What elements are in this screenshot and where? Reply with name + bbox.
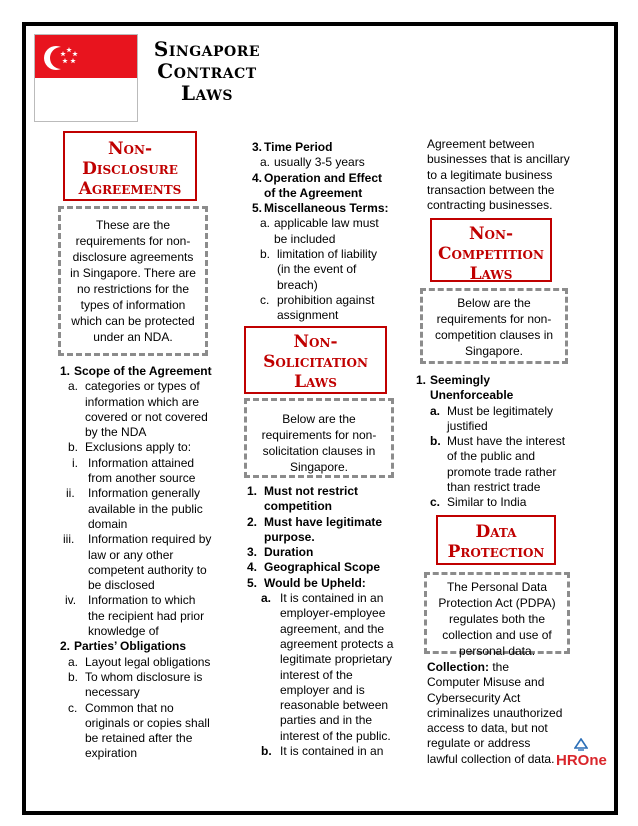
nda-requirements <box>60 364 212 762</box>
list-item: a. categories or types of information which are covered or not covered by the NDA <box>68 379 208 440</box>
list-item: b. It is contained in an <box>261 744 384 759</box>
data-protection-intro-box: The Personal Data Protection Act (PDPA) regulates both the collection and use of personal data. <box>424 572 570 654</box>
non-solicitation-continued: Agreement between businesses that is ancillary to a legitimate business transaction between the contracting businesses. <box>427 137 570 213</box>
list-item: ii. Information generally available in the public domain <box>66 486 203 531</box>
data-protection-collection <box>427 660 563 767</box>
list-item: 3. Duration <box>247 545 314 560</box>
list-item: 4. Geographical Scope <box>247 560 381 575</box>
list-item: b. Must have the interest of the public and promote trade rather than restrict trade <box>430 434 566 495</box>
list-item: a. It is contained in an employer-employee agreement, and the agreement protects a legitimate proprietary interest of the employer and is reasonable between parties and in the interest of the public. <box>261 591 394 743</box>
list-item: 3. Time Period <box>252 140 333 154</box>
non-competition-requirements <box>416 373 568 511</box>
non-competition-intro-box: Below are the requirements for non-competition clauses in Singapore. <box>420 288 568 364</box>
page-title: Singapore Contract Laws <box>153 37 261 105</box>
hrone-logo <box>556 738 606 772</box>
collection-label: Collection: <box>427 660 489 674</box>
crescent-stars-icon <box>39 38 85 78</box>
list-item: 2. Must have legitimate purpose. <box>247 514 383 544</box>
logo-mark-icon <box>574 738 588 752</box>
list-item: b. limitation of liability (in the event of breach) <box>260 247 378 292</box>
list-item: 5. Would be Upheld: <box>247 575 366 590</box>
list-item: 4. Operation and Effect of the Agreement <box>252 170 383 200</box>
list-item: a. Layout legal obligations <box>68 654 211 669</box>
list-item: 2. Parties’ Obligations <box>60 639 187 654</box>
collection-text: the Computer Misuse and Cybersecurity Act criminalizes unauthorized access to data, but not regulate or address lawful collection of data. <box>427 660 563 766</box>
logo-text: HROne <box>556 752 607 769</box>
data-protection-heading: Data Protection <box>436 515 556 565</box>
non-solicitation-intro-box: Below are the requirements for non-solicitation clauses in Singapore. <box>244 398 394 478</box>
list-item: b. Exclusions apply to: <box>68 440 192 455</box>
list-item: c. Common that no originals or copies shall be retained after the expiration <box>68 700 210 761</box>
non-competition-heading: Non-Competition Laws <box>430 218 552 282</box>
list-item: iv. Information to which the recipient had prior knowledge of <box>65 593 205 639</box>
list-item: a. applicable law must be included <box>260 216 379 246</box>
list-item: 1. Scope of the Agreement <box>60 364 212 378</box>
list-item: c. prohibition against assignment <box>260 292 375 323</box>
list-item: i. Information attained from another source <box>72 455 196 486</box>
list-item: c. Similar to India <box>430 495 527 510</box>
list-item: iii. Information required by law or any other competent authority to be disclosed <box>63 532 212 593</box>
singapore-flag <box>34 34 138 122</box>
list-item: a. Must be legitimately justified <box>430 403 554 433</box>
non-solicitation-heading: Non-Solicitation Laws <box>244 326 387 394</box>
list-item: 1. Must not restrict competition <box>247 484 359 514</box>
list-item: 5. Miscellaneous Terms: <box>252 201 389 216</box>
nda-intro-box: These are the requirements for non-disclosure agreements in Singapore. There are no restrictions for the types of information which can be protected under an NDA. <box>58 206 208 356</box>
list-item: 1. Seemingly Unenforceable <box>416 373 514 403</box>
nda-requirements-continued <box>252 140 392 324</box>
list-item: b. To whom disclosure is necessary <box>68 669 203 700</box>
nda-heading: Non-Disclosure Agreements <box>63 131 197 201</box>
list-item: a. usually 3-5 years <box>260 155 365 170</box>
non-solicitation-requirements <box>247 484 395 759</box>
